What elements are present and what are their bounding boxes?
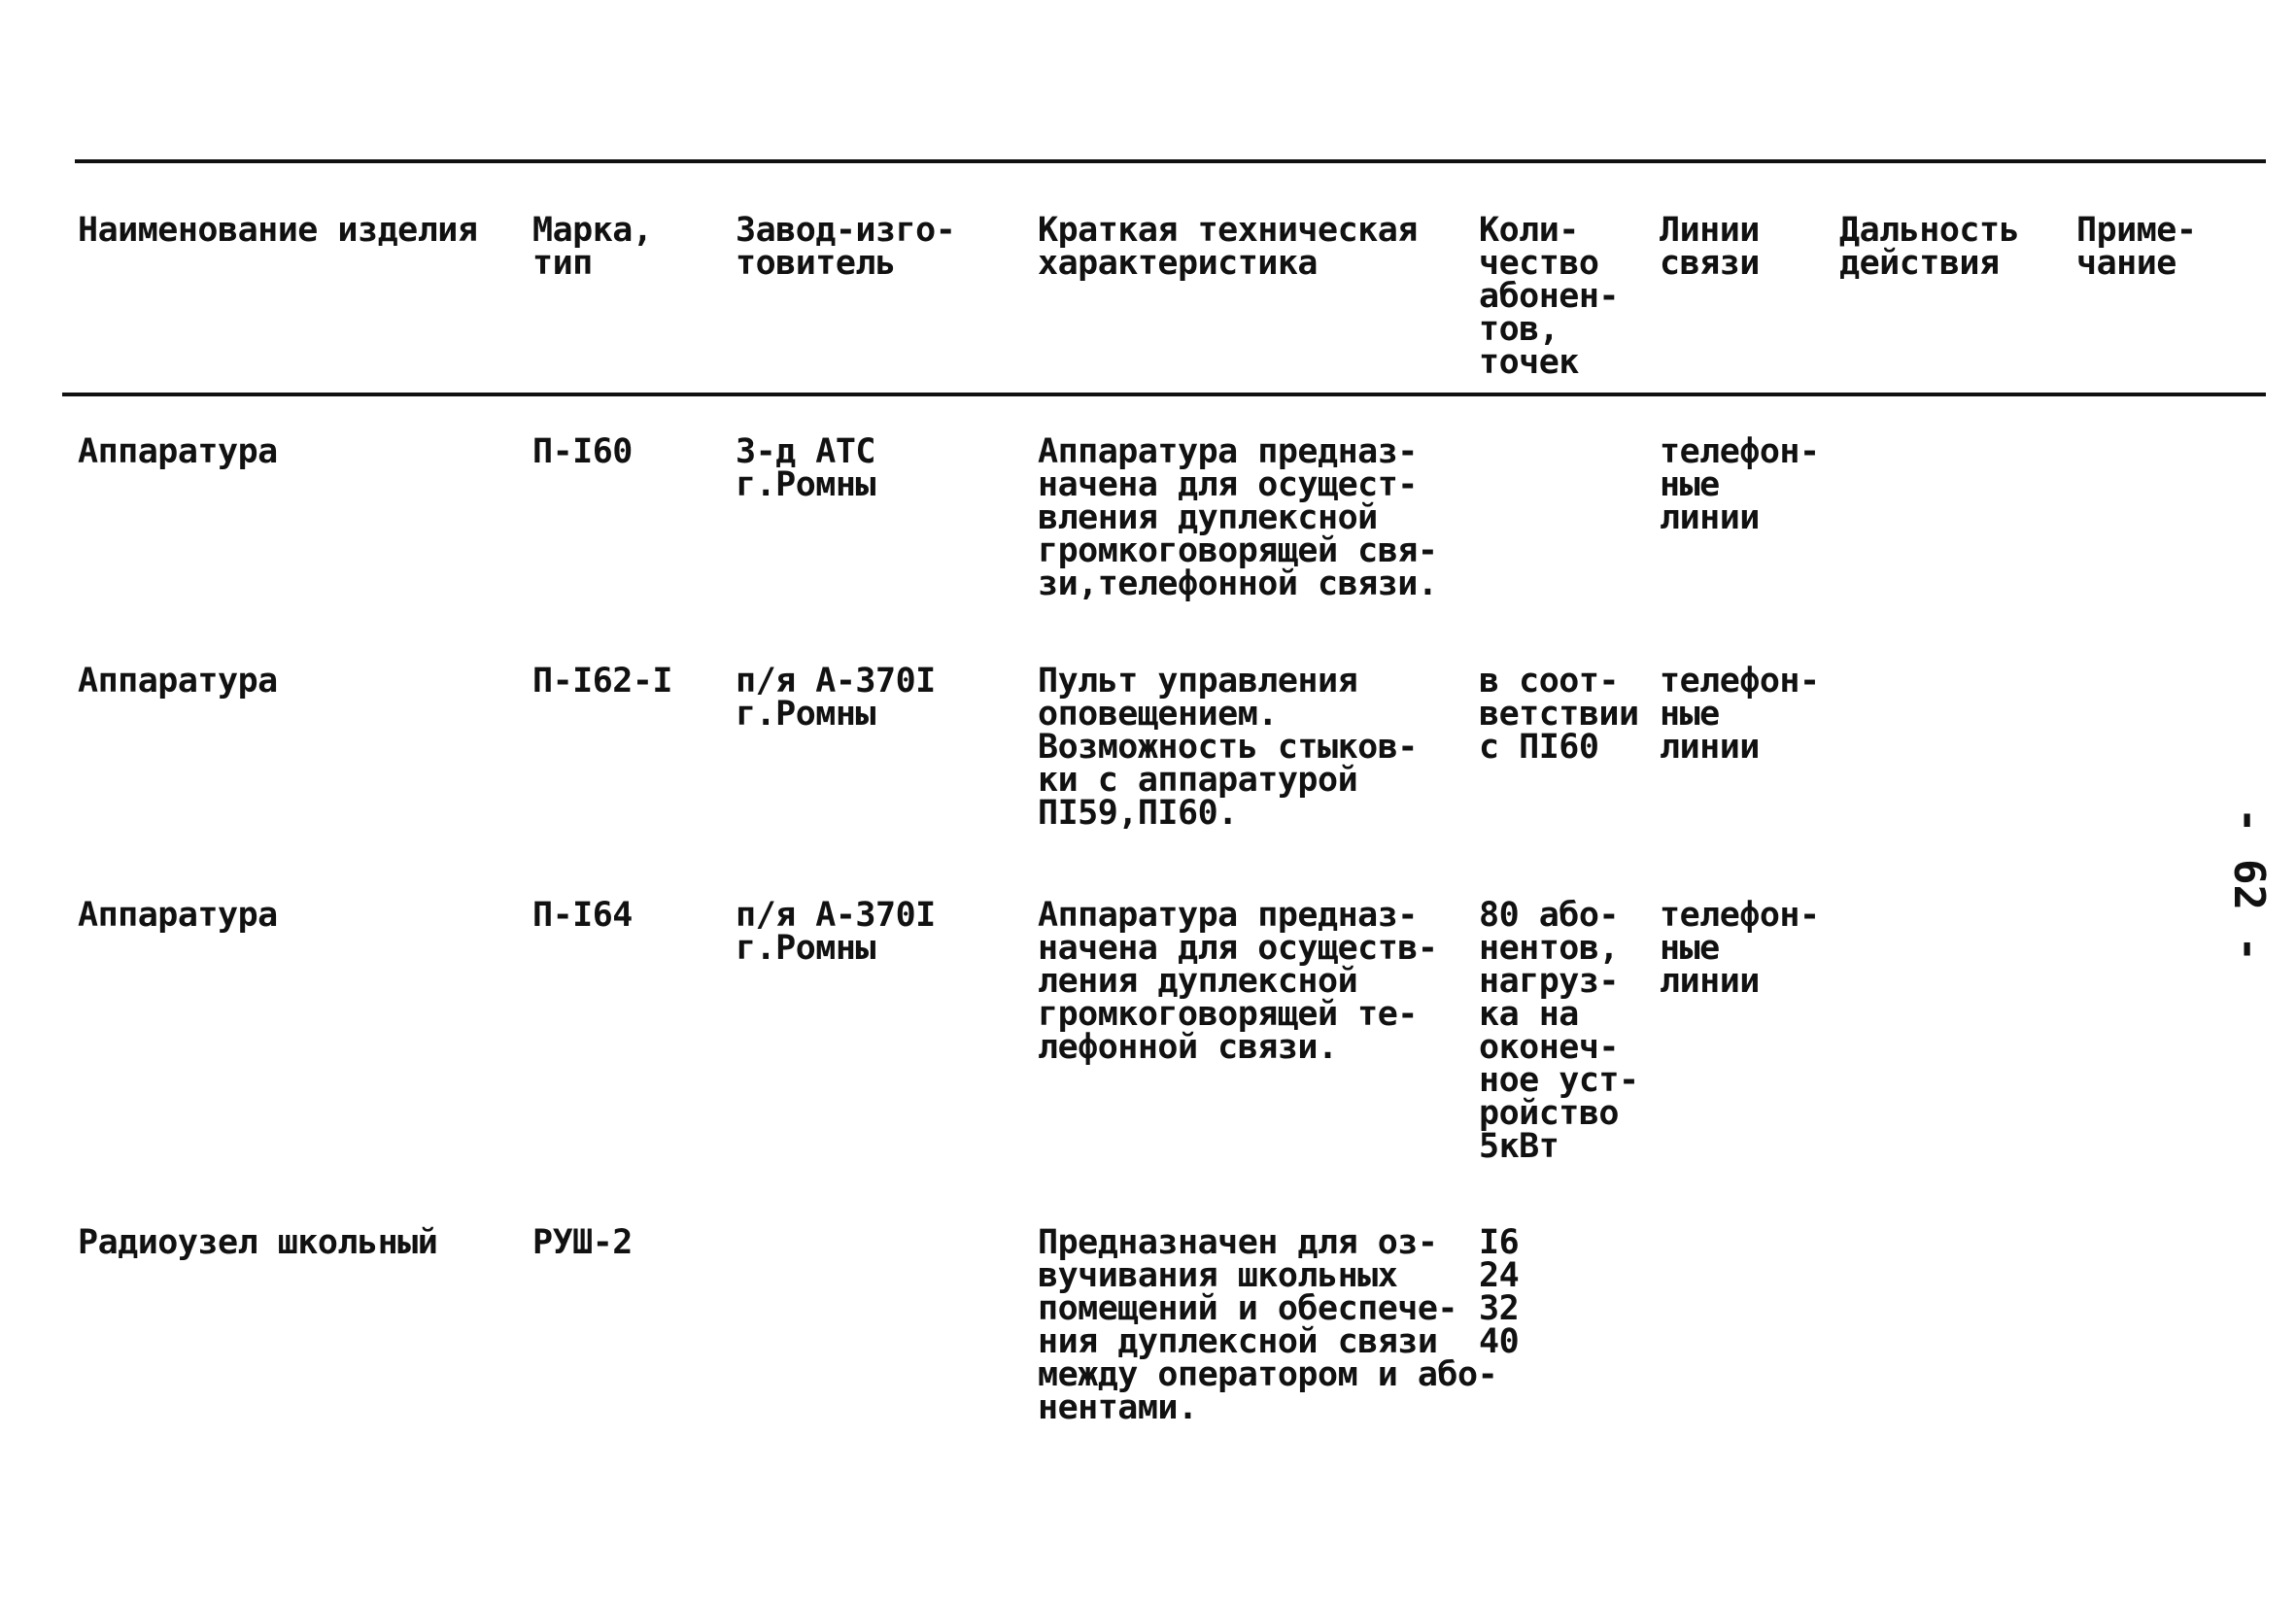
row-2-lines: телефон- ные линии: [1660, 662, 1820, 767]
header-mark-type: Марка, тип: [532, 211, 653, 283]
row-3-name: Аппаратура: [78, 896, 278, 935]
header-manufacturer: Завод-изго- товитель: [736, 211, 956, 283]
header-bottom-rule: [62, 393, 2266, 396]
row-4-description: Предназначен для оз- вучивания школьных помещений и обеспече- ния дуплексной связи между оператором и або- нентами.: [1038, 1223, 1498, 1427]
row-2-count: в соот- ветствии с ПI60: [1479, 662, 1639, 767]
page-number: - 62 -: [2223, 807, 2274, 962]
row-3-factory: п/я А-370I г.Ромны: [736, 896, 936, 968]
row-3-mark: П-I64: [532, 896, 633, 935]
row-2-factory: п/я А-370I г.Ромны: [736, 662, 936, 734]
header-subscriber-count: Коли- чество абонен- тов, точек: [1479, 211, 1620, 382]
row-1-lines: телефон- ные линии: [1660, 432, 1820, 537]
row-2-mark: П-I62-I: [532, 662, 673, 701]
row-4-name: Радиоузел школьный: [78, 1223, 438, 1262]
row-1-factory: З-д АТС г.Ромны: [736, 432, 876, 504]
header-communication-lines: Линии связи: [1660, 211, 1760, 283]
header-range: Дальность действия: [1839, 211, 2020, 283]
row-1-mark: П-I60: [532, 432, 633, 471]
table-top-rule: [75, 159, 2266, 163]
row-2-name: Аппаратура: [78, 662, 278, 701]
row-4-count: I6 24 32 40: [1479, 1223, 1520, 1361]
header-product-name: Наименование изделия: [78, 211, 478, 250]
header-note: Приме- чание: [2076, 211, 2197, 283]
row-1-description: Аппаратура предназ- начена для осущест- вления дуплексной громкоговорящей свя- зи,телефонной связи.: [1038, 432, 1438, 603]
row-2-description: Пульт управления оповещением. Возможность стыков- ки с аппаратурой ПI59,ПI60.: [1038, 662, 1418, 833]
row-3-description: Аппаратура предназ- начена для осуществ- ления дуплексной громкоговорящей те- лефонной связи.: [1038, 896, 1438, 1067]
row-1-name: Аппаратура: [78, 432, 278, 471]
row-4-mark: РУШ-2: [532, 1223, 633, 1262]
row-3-count: 80 або- нентов, нагруз- ка на оконеч- ное уст- ройство 5кВт: [1479, 896, 1639, 1166]
header-description: Краткая техническая характеристика: [1038, 211, 1418, 283]
row-3-lines: телефон- ные линии: [1660, 896, 1820, 1001]
